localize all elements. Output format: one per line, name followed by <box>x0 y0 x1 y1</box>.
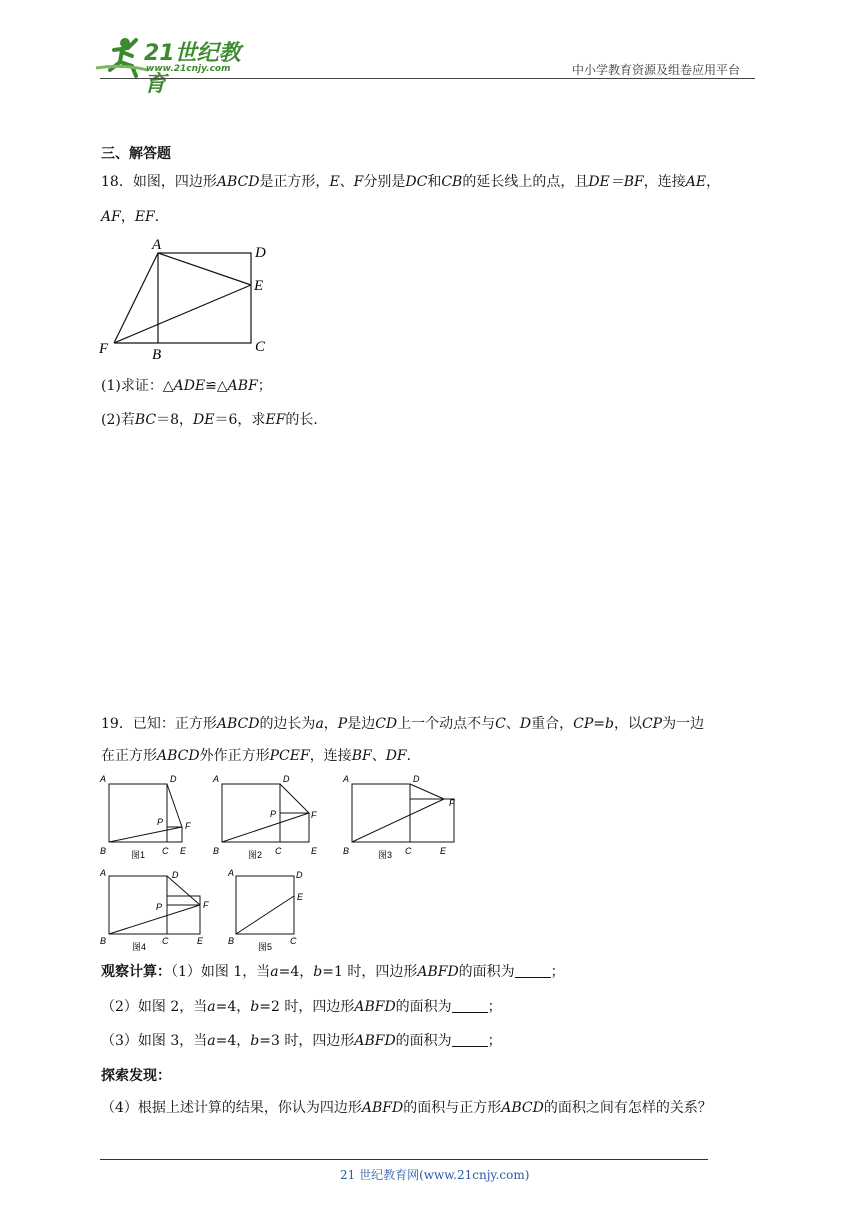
svg-text:F: F <box>203 900 209 910</box>
svg-text:P: P <box>270 809 277 819</box>
q19-observe-3: （3）如图 3，当a=4，b=3 时，四边形ABFD的面积为 ； <box>101 1033 502 1049</box>
svg-text:D: D <box>413 774 420 784</box>
svg-text:B: B <box>100 846 107 856</box>
q19-figure-3 <box>340 772 470 862</box>
svg-text:B: B <box>213 846 220 856</box>
q18-figure <box>95 233 275 363</box>
svg-text:E: E <box>180 846 187 856</box>
label-c: C <box>255 339 266 355</box>
q18-line1: 18．如图，四边形ABCD是正方形，E、F分别是DC和CB的延长线上的点，且DE＝BF，连接AE， <box>101 174 721 190</box>
label-b: B <box>152 347 162 363</box>
square-abcd <box>158 253 251 343</box>
q19-figure-5 <box>226 866 316 956</box>
svg-text:A: A <box>100 774 107 784</box>
svg-text:B: B <box>343 846 350 856</box>
svg-text:图4: 图4 <box>132 942 147 952</box>
label-f: F <box>99 341 109 357</box>
answer-blank-3[interactable] <box>452 1032 488 1047</box>
svg-text:E: E <box>311 846 318 856</box>
svg-text:F: F <box>311 810 317 820</box>
answer-blank-1[interactable] <box>515 963 551 978</box>
q19-explore-title: 探索发现： <box>101 1068 171 1084</box>
logo-url: www.21cnjy.com <box>146 64 231 74</box>
q18-part1: (1)求证：△ADE≌△ABF； <box>101 378 272 394</box>
q19-line2: 在正方形ABCD外作正方形PCEF，连接BF、DF． <box>101 748 421 764</box>
q19-observe-2: （2）如图 2，当a=4，b=2 时，四边形ABFD的面积为 ； <box>101 999 502 1015</box>
section-title: 三、解答题 <box>101 146 171 162</box>
svg-text:A: A <box>228 868 235 878</box>
header-logo <box>92 34 262 97</box>
q18-part2: (2)若BC＝8，DE＝6，求EF的长． <box>101 412 328 428</box>
svg-text:C: C <box>162 936 169 946</box>
svg-text:P: P <box>157 817 164 827</box>
q19-figure-1 <box>98 772 208 862</box>
svg-text:C: C <box>290 936 297 946</box>
q19-figure-2 <box>210 772 330 862</box>
header-platform-text: 中小学教育资源及组卷应用平台 <box>572 63 741 77</box>
label-e: E <box>254 278 264 294</box>
svg-text:D: D <box>170 774 177 784</box>
svg-text:图2: 图2 <box>248 850 263 860</box>
svg-text:E: E <box>440 846 447 856</box>
svg-text:C: C <box>275 846 282 856</box>
svg-text:P: P <box>156 902 163 912</box>
label-d: D <box>255 245 266 261</box>
svg-text:A: A <box>343 774 350 784</box>
svg-text:B: B <box>100 936 107 946</box>
label-a: A <box>152 237 162 253</box>
svg-text:图5: 图5 <box>258 942 273 952</box>
q19-observe-1: 观察计算：（1）如图 1，当a=4，b=1 时，四边形ABFD的面积为 ； <box>101 964 565 980</box>
segment-ef <box>114 285 251 343</box>
svg-text:D: D <box>296 870 303 880</box>
svg-text:图1: 图1 <box>131 850 146 860</box>
header-divider <box>100 78 755 79</box>
svg-text:F: F <box>449 798 455 808</box>
logo-title: 21世纪教育 <box>144 41 241 97</box>
q18-line2: AF，EF． <box>101 209 169 225</box>
footer-divider <box>100 1159 708 1160</box>
q19-figure-4 <box>98 866 223 956</box>
svg-text:D: D <box>283 774 290 784</box>
segment-af <box>114 253 158 343</box>
svg-text:E: E <box>197 936 204 946</box>
segment-ae <box>158 253 251 285</box>
svg-text:C: C <box>162 846 169 856</box>
svg-text:F: F <box>185 821 191 831</box>
svg-text:D: D <box>172 870 179 880</box>
answer-blank-2[interactable] <box>452 998 488 1013</box>
svg-text:图3: 图3 <box>378 850 393 860</box>
svg-text:B: B <box>228 936 235 946</box>
svg-text:E: E <box>297 892 304 902</box>
q19-line1: 19．已知：正方形ABCD的边长为a，P是边CD上一个动点不与C、D重合，CP=b，以CP为一边 <box>101 716 705 732</box>
q19-question-4: （4）根据上述计算的结果，你认为四边形ABFD的面积与正方形ABCD的面积之间有怎样的关系？ <box>101 1100 712 1116</box>
svg-text:C: C <box>405 846 412 856</box>
svg-text:A: A <box>213 774 220 784</box>
svg-text:A: A <box>100 868 107 878</box>
footer-text: 21 世纪教育网(www.21cnjy.com) <box>340 1168 530 1182</box>
